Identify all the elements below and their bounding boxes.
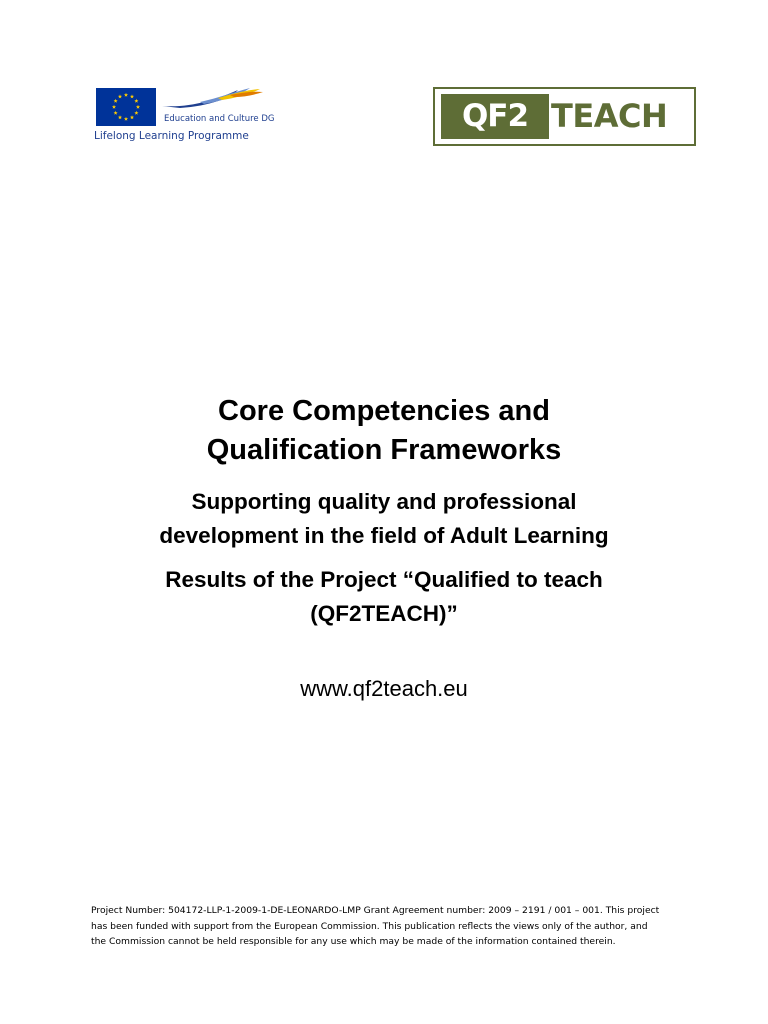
project-results-heading	[0, 563, 768, 631]
document-subtitle	[0, 485, 768, 553]
qf2-logo-text: QF2	[461, 98, 529, 134]
education-culture-dg-label: Education and Culture DG	[164, 114, 275, 124]
disclaimer-line-2: has been funded with support from the European Commission. This publication reflects the views only of the author, and	[91, 920, 648, 932]
subtitle-line-2: development in the field of Adult Learning	[159, 523, 609, 548]
title-line-2: Qualification Frameworks	[206, 434, 562, 466]
results-line-2: (QF2TEACH)”	[310, 601, 458, 626]
eu-lifelong-learning-logo	[94, 86, 275, 146]
lifelong-learning-programme-label: Lifelong Learning Programme	[94, 130, 249, 142]
funding-disclaimer	[91, 903, 691, 950]
disclaimer-line-1: Project Number: 504172-LLP-1-2009-1-DE-LEONARDO-LMP Grant Agreement number: 2009 – 2191 / 001 – 001. This project	[91, 905, 660, 916]
document-title	[0, 392, 768, 470]
education-culture-swoosh-icon	[160, 86, 264, 110]
qf2teach-logo	[433, 87, 696, 146]
teach-logo-text: TEACH	[551, 97, 668, 135]
project-website-link[interactable]: www.qf2teach.eu	[300, 676, 468, 701]
qf2-block	[441, 94, 549, 139]
title-line-1: Core Competencies and	[218, 395, 550, 427]
disclaimer-line-3: the Commission cannot be held responsible for any use which may be made of the information contained therein.	[91, 936, 616, 947]
results-line-1: Results of the Project “Qualified to teach	[165, 567, 603, 592]
subtitle-line-1: Supporting quality and professional	[191, 489, 577, 514]
eu-flag-icon	[96, 88, 156, 126]
